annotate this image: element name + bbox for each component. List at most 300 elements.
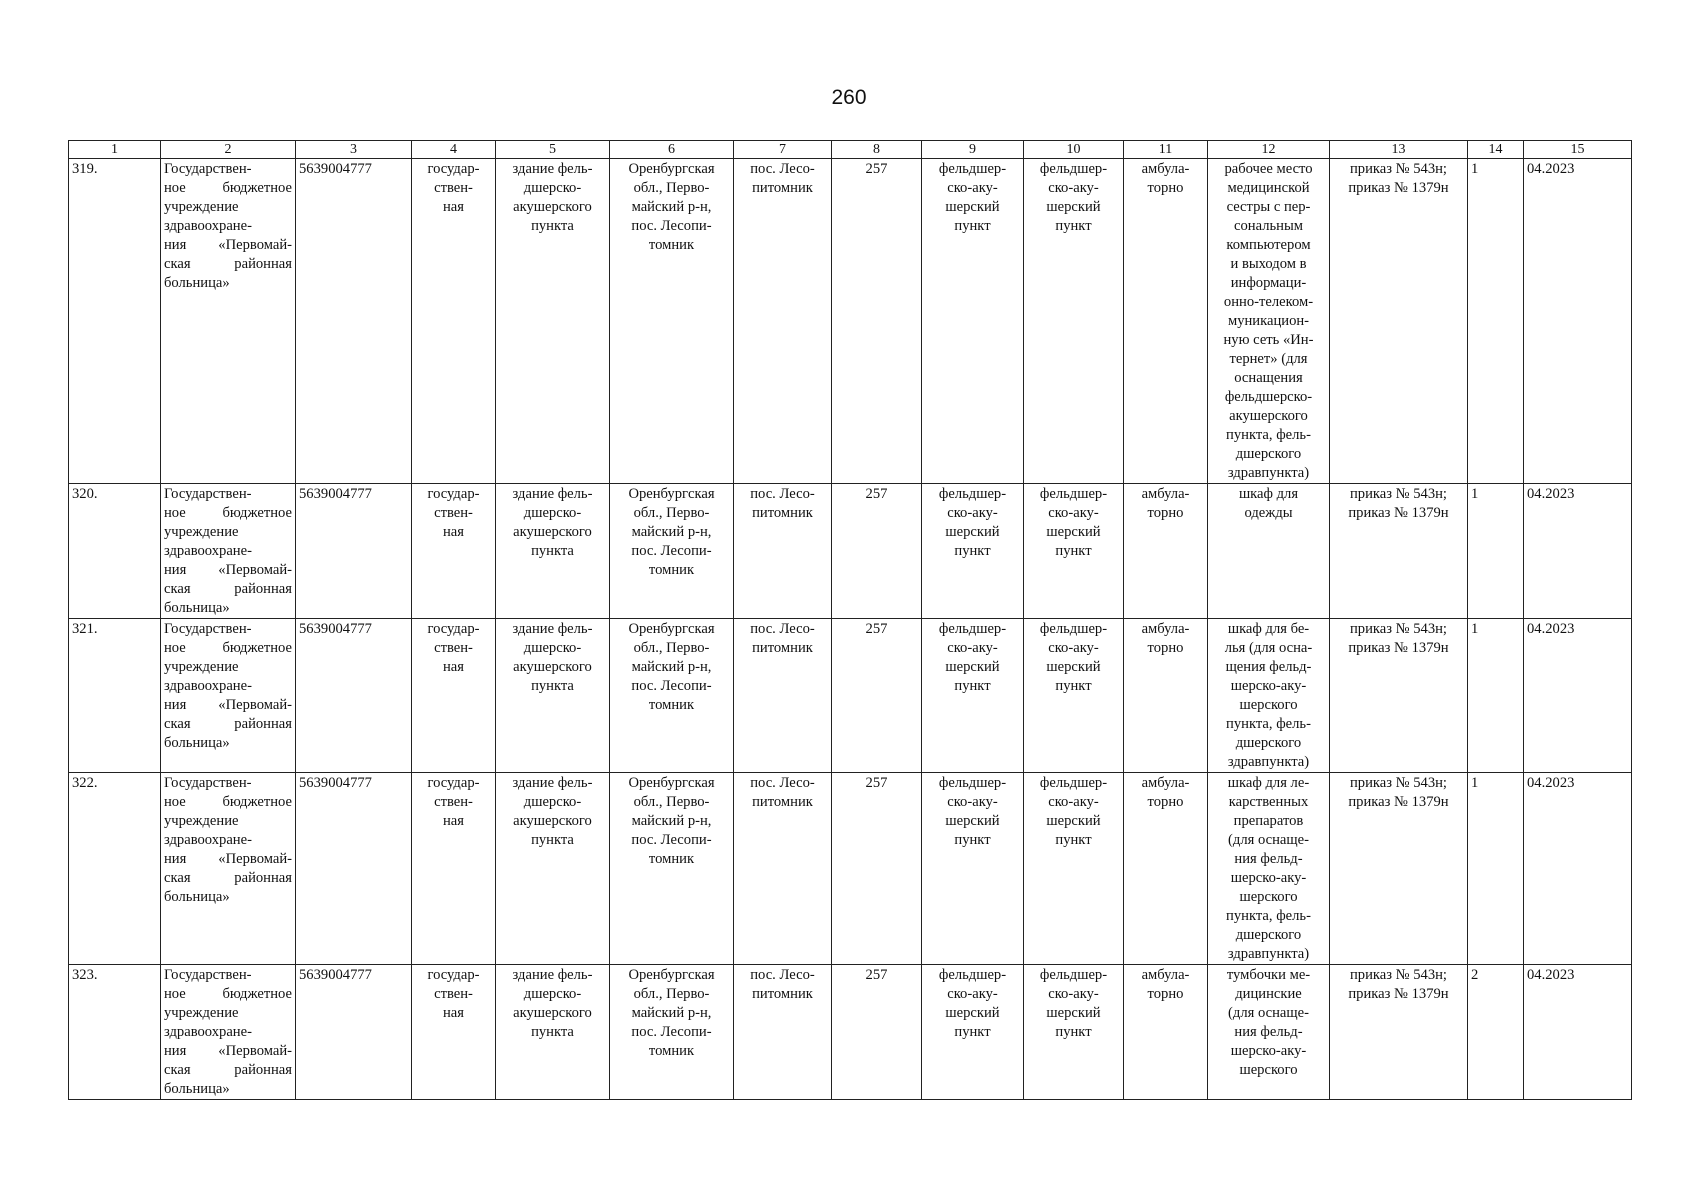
- address-cell: [610, 773, 734, 965]
- cell-line: больница»: [164, 275, 230, 291]
- inn-cell: 5639004777: [296, 619, 412, 773]
- cell-line: пункта: [531, 1024, 574, 1040]
- cell-line: (для оснаще-: [1228, 832, 1309, 848]
- cell-line: ско-аку-: [1048, 986, 1099, 1002]
- ownership-form-cell: [412, 773, 496, 965]
- cell-line: амбула-: [1141, 486, 1190, 502]
- cell-line: ную сеть «Ин-: [1223, 332, 1314, 348]
- column-number: 7: [734, 141, 832, 159]
- cell-line: томник: [648, 851, 695, 867]
- cell-line: приказ № 543н;: [1349, 967, 1447, 983]
- cell-line: Государствен-: [164, 621, 252, 637]
- cell-line: торно: [1147, 505, 1184, 521]
- cell-line: ско-аку-: [1048, 505, 1099, 521]
- cell-line: фельдшер-: [938, 967, 1007, 983]
- cell-line: здравпункта): [1227, 754, 1310, 770]
- order-cell: [1330, 159, 1468, 484]
- date-cell: 04.2023: [1524, 159, 1632, 484]
- cell-line: приказ № 1379н: [1348, 505, 1449, 521]
- cell-line: пос. Лесопи-: [631, 832, 712, 848]
- cell-line: Государствен-: [164, 161, 252, 177]
- date-cell: 04.2023: [1524, 619, 1632, 773]
- cell-line: ская районная: [164, 870, 292, 886]
- cell-line: приказ № 543н;: [1349, 775, 1447, 791]
- cell-line: томник: [648, 562, 695, 578]
- cell-line: майский р-н,: [631, 199, 712, 215]
- cell-line: ная: [443, 199, 464, 215]
- cell-line: приказ № 1379н: [1348, 180, 1449, 196]
- cell-line: ное бюджетное: [164, 986, 292, 1002]
- cell-line: здание фель-: [512, 161, 593, 177]
- cell-line: ско-аку-: [947, 986, 998, 1002]
- cell-line: шерский: [1046, 659, 1101, 675]
- cell-line: ская районная: [164, 581, 292, 597]
- cell-line: карственных: [1228, 794, 1309, 810]
- cell-line: сональным: [1234, 218, 1303, 234]
- cell-line: томник: [648, 1043, 695, 1059]
- cell-line: лья (для осна-: [1224, 640, 1313, 656]
- cell-line: государ-: [427, 486, 480, 502]
- column-number: 8: [832, 141, 922, 159]
- cell-line: шерский: [945, 659, 1000, 675]
- code-cell: 257: [832, 965, 922, 1100]
- cell-line: шерско-аку-: [1230, 1043, 1307, 1059]
- cell-line: ния «Первомай-: [164, 697, 292, 713]
- organization-name-cell: [161, 965, 296, 1100]
- cell-line: ско-аку-: [1048, 794, 1099, 810]
- cell-line: майский р-н,: [631, 1005, 712, 1021]
- cell-line: пункт: [954, 1024, 991, 1040]
- cell-line: пос. Лесо-: [750, 621, 815, 637]
- table-row: [69, 159, 1632, 484]
- cell-line: ско-аку-: [947, 794, 998, 810]
- cell-line: пункт: [1055, 1024, 1092, 1040]
- cell-line: ствен-: [434, 640, 473, 656]
- cell-line: пункта: [531, 543, 574, 559]
- cell-line: ско-аку-: [947, 505, 998, 521]
- cell-line: пункта, фель-: [1226, 908, 1311, 924]
- cell-line: дшерского: [1235, 446, 1302, 462]
- cell-line: фельдшер-: [938, 775, 1007, 791]
- care-conditions-cell: [1124, 619, 1208, 773]
- cell-line: ско-аку-: [947, 180, 998, 196]
- organization-name-cell: [161, 159, 296, 484]
- cell-line: шерский: [945, 199, 1000, 215]
- building-cell: [496, 965, 610, 1100]
- cell-line: ная: [443, 524, 464, 540]
- facility-type-cell: [922, 773, 1024, 965]
- quantity-cell: 1: [1468, 484, 1524, 619]
- column-number: 3: [296, 141, 412, 159]
- cell-line: шерский: [1046, 1005, 1101, 1021]
- cell-line: питомник: [752, 986, 813, 1002]
- cell-line: ная: [443, 813, 464, 829]
- cell-line: шерский: [1046, 199, 1101, 215]
- cell-line: шерского: [1239, 697, 1298, 713]
- cell-line: пункт: [954, 218, 991, 234]
- cell-line: амбула-: [1141, 967, 1190, 983]
- cell-line: ния «Первомай-: [164, 851, 292, 867]
- cell-line: фельдшер-: [938, 621, 1007, 637]
- inn-cell: 5639004777: [296, 773, 412, 965]
- cell-line: питомник: [752, 505, 813, 521]
- care-conditions-cell: [1124, 773, 1208, 965]
- cell-line: пункт: [954, 832, 991, 848]
- cell-line: ния фельд-: [1234, 851, 1303, 867]
- cell-line: здание фель-: [512, 967, 593, 983]
- cell-line: ско-аку-: [1048, 640, 1099, 656]
- cell-line: оснащения: [1234, 370, 1303, 386]
- equipment-cell: [1208, 159, 1330, 484]
- cell-line: фельдшер-: [1039, 621, 1108, 637]
- cell-line: пос. Лесо-: [750, 161, 815, 177]
- table-row: [69, 484, 1632, 619]
- cell-line: шерский: [1046, 813, 1101, 829]
- column-number-row: [69, 141, 1632, 159]
- cell-line: учреждение: [164, 813, 239, 829]
- ownership-form-cell: [412, 159, 496, 484]
- address-cell: [610, 619, 734, 773]
- building-cell: [496, 619, 610, 773]
- row-number-cell: 320.: [69, 484, 161, 619]
- cell-line: медицинской: [1227, 180, 1310, 196]
- cell-line: фельдшер-: [1039, 967, 1108, 983]
- cell-line: приказ № 543н;: [1349, 161, 1447, 177]
- address-cell: [610, 159, 734, 484]
- cell-line: майский р-н,: [631, 813, 712, 829]
- locality-cell: [734, 484, 832, 619]
- column-number: 6: [610, 141, 734, 159]
- cell-line: здравоохране-: [164, 218, 252, 234]
- cell-line: фельдшер-: [1039, 161, 1108, 177]
- facility-subtype-cell: [1024, 159, 1124, 484]
- table-row: [69, 619, 1632, 773]
- page-number: 260: [831, 86, 867, 109]
- cell-line: больница»: [164, 889, 230, 905]
- cell-line: пункт: [1055, 678, 1092, 694]
- cell-line: учреждение: [164, 524, 239, 540]
- cell-line: здание фель-: [512, 486, 593, 502]
- cell-line: ско-аку-: [947, 640, 998, 656]
- facility-type-cell: [922, 965, 1024, 1100]
- cell-line: ствен-: [434, 794, 473, 810]
- cell-line: дшерско-: [523, 505, 582, 521]
- cell-line: тумбочки ме-: [1226, 967, 1311, 983]
- cell-line: акушерского: [513, 1005, 592, 1021]
- date-cell: 04.2023: [1524, 965, 1632, 1100]
- cell-line: шерско-аку-: [1230, 678, 1307, 694]
- table-row: [69, 773, 1632, 965]
- cell-line: Оренбургская: [628, 775, 715, 791]
- cell-line: шерский: [945, 1005, 1000, 1021]
- cell-line: ско-аку-: [1048, 180, 1099, 196]
- cell-line: ная: [443, 659, 464, 675]
- order-cell: [1330, 619, 1468, 773]
- facility-type-cell: [922, 159, 1024, 484]
- care-conditions-cell: [1124, 965, 1208, 1100]
- cell-line: ния фельд-: [1234, 1024, 1303, 1040]
- ownership-form-cell: [412, 965, 496, 1100]
- cell-line: фельдшер-: [938, 161, 1007, 177]
- order-cell: [1330, 965, 1468, 1100]
- date-cell: 04.2023: [1524, 773, 1632, 965]
- cell-line: пункт: [954, 543, 991, 559]
- cell-line: фельдшер-: [1039, 486, 1108, 502]
- cell-line: майский р-н,: [631, 659, 712, 675]
- cell-line: ное бюджетное: [164, 794, 292, 810]
- cell-line: Оренбургская: [628, 967, 715, 983]
- cell-line: пос. Лесопи-: [631, 678, 712, 694]
- cell-line: и выходом в: [1230, 256, 1307, 272]
- row-number-cell: 323.: [69, 965, 161, 1100]
- cell-line: обл., Перво-: [633, 505, 710, 521]
- equipment-cell: [1208, 965, 1330, 1100]
- cell-line: здравоохране-: [164, 1024, 252, 1040]
- cell-line: пос. Лесопи-: [631, 543, 712, 559]
- quantity-cell: 1: [1468, 159, 1524, 484]
- cell-line: амбула-: [1141, 161, 1190, 177]
- cell-line: приказ № 1379н: [1348, 794, 1449, 810]
- cell-line: Оренбургская: [628, 621, 715, 637]
- cell-line: обл., Перво-: [633, 794, 710, 810]
- cell-line: (для оснаще-: [1228, 1005, 1309, 1021]
- organization-name-cell: [161, 484, 296, 619]
- ownership-form-cell: [412, 484, 496, 619]
- cell-line: акушерского: [513, 659, 592, 675]
- cell-line: компьютером: [1226, 237, 1311, 253]
- code-cell: 257: [832, 619, 922, 773]
- ownership-form-cell: [412, 619, 496, 773]
- order-cell: [1330, 484, 1468, 619]
- cell-line: шкаф для бе-: [1227, 621, 1310, 637]
- locality-cell: [734, 773, 832, 965]
- building-cell: [496, 484, 610, 619]
- cell-line: шкаф для: [1238, 486, 1299, 502]
- code-cell: 257: [832, 773, 922, 965]
- cell-line: обл., Перво-: [633, 986, 710, 1002]
- cell-line: ния «Первомай-: [164, 1043, 292, 1059]
- cell-line: пос. Лесо-: [750, 486, 815, 502]
- table-row: [69, 965, 1632, 1100]
- cell-line: шерско-аку-: [1230, 870, 1307, 886]
- cell-line: государ-: [427, 621, 480, 637]
- row-number-cell: 319.: [69, 159, 161, 484]
- inn-cell: 5639004777: [296, 159, 412, 484]
- cell-line: больница»: [164, 600, 230, 616]
- cell-line: приказ № 543н;: [1349, 486, 1447, 502]
- cell-line: тернет» (для: [1229, 351, 1308, 367]
- cell-line: Государствен-: [164, 486, 252, 502]
- cell-line: фельдшерско-: [1224, 389, 1313, 405]
- locality-cell: [734, 965, 832, 1100]
- column-number: 14: [1468, 141, 1524, 159]
- cell-line: амбула-: [1141, 775, 1190, 791]
- cell-line: государ-: [427, 775, 480, 791]
- equipment-cell: [1208, 484, 1330, 619]
- cell-line: фельдшер-: [938, 486, 1007, 502]
- cell-line: пос. Лесопи-: [631, 218, 712, 234]
- cell-line: пос. Лесо-: [750, 967, 815, 983]
- quantity-cell: 2: [1468, 965, 1524, 1100]
- cell-line: ное бюджетное: [164, 180, 292, 196]
- column-number: 1: [69, 141, 161, 159]
- cell-line: торно: [1147, 640, 1184, 656]
- column-number: 12: [1208, 141, 1330, 159]
- cell-line: дшерского: [1235, 927, 1302, 943]
- equipment-cell: [1208, 773, 1330, 965]
- organization-name-cell: [161, 619, 296, 773]
- facility-subtype-cell: [1024, 965, 1124, 1100]
- cell-line: учреждение: [164, 199, 239, 215]
- facility-subtype-cell: [1024, 773, 1124, 965]
- cell-line: шерский: [945, 813, 1000, 829]
- address-cell: [610, 484, 734, 619]
- cell-line: ствен-: [434, 505, 473, 521]
- cell-line: ская районная: [164, 716, 292, 732]
- cell-line: приказ № 1379н: [1348, 640, 1449, 656]
- cell-line: ное бюджетное: [164, 640, 292, 656]
- cell-line: приказ № 543н;: [1349, 621, 1447, 637]
- cell-line: питомник: [752, 640, 813, 656]
- cell-line: пункт: [1055, 218, 1092, 234]
- building-cell: [496, 773, 610, 965]
- date-cell: 04.2023: [1524, 484, 1632, 619]
- cell-line: питомник: [752, 794, 813, 810]
- row-number-cell: 321.: [69, 619, 161, 773]
- column-number: 10: [1024, 141, 1124, 159]
- column-number: 5: [496, 141, 610, 159]
- cell-line: здравпункта): [1227, 946, 1310, 962]
- cell-line: питомник: [752, 180, 813, 196]
- cell-line: шкаф для ле-: [1227, 775, 1310, 791]
- facility-subtype-cell: [1024, 484, 1124, 619]
- cell-line: акушерского: [513, 524, 592, 540]
- cell-line: щения фельд-: [1225, 659, 1312, 675]
- inn-cell: 5639004777: [296, 965, 412, 1100]
- cell-line: Оренбургская: [628, 486, 715, 502]
- cell-line: онно-телеком-: [1223, 294, 1314, 310]
- care-conditions-cell: [1124, 159, 1208, 484]
- cell-line: пункта: [531, 832, 574, 848]
- cell-line: шерский: [1046, 524, 1101, 540]
- cell-line: здравоохране-: [164, 678, 252, 694]
- cell-line: пос. Лесо-: [750, 775, 815, 791]
- cell-line: здание фель-: [512, 775, 593, 791]
- building-cell: [496, 159, 610, 484]
- facility-subtype-cell: [1024, 619, 1124, 773]
- equipment-registry-table: [68, 140, 1632, 1100]
- address-cell: [610, 965, 734, 1100]
- cell-line: акушерского: [1229, 408, 1308, 424]
- order-cell: [1330, 773, 1468, 965]
- cell-line: обл., Перво-: [633, 180, 710, 196]
- cell-line: здравоохране-: [164, 543, 252, 559]
- cell-line: дшерско-: [523, 986, 582, 1002]
- row-number-cell: 322.: [69, 773, 161, 965]
- quantity-cell: 1: [1468, 619, 1524, 773]
- cell-line: ная: [443, 1005, 464, 1021]
- cell-line: амбула-: [1141, 621, 1190, 637]
- cell-line: торно: [1147, 986, 1184, 1002]
- cell-line: учреждение: [164, 659, 239, 675]
- facility-type-cell: [922, 619, 1024, 773]
- cell-line: пункт: [954, 678, 991, 694]
- cell-line: Государствен-: [164, 775, 252, 791]
- cell-line: пос. Лесопи-: [631, 1024, 712, 1040]
- inn-cell: 5639004777: [296, 484, 412, 619]
- cell-line: майский р-н,: [631, 524, 712, 540]
- cell-line: государ-: [427, 967, 480, 983]
- cell-line: дшерского: [1235, 735, 1302, 751]
- cell-line: здравоохране-: [164, 832, 252, 848]
- cell-line: больница»: [164, 1081, 230, 1097]
- cell-line: пункта: [531, 678, 574, 694]
- facility-type-cell: [922, 484, 1024, 619]
- cell-line: ния «Первомай-: [164, 562, 292, 578]
- column-number: 9: [922, 141, 1024, 159]
- cell-line: ствен-: [434, 180, 473, 196]
- cell-line: шерского: [1239, 889, 1298, 905]
- cell-line: ствен-: [434, 986, 473, 1002]
- cell-line: дшерско-: [523, 794, 582, 810]
- care-conditions-cell: [1124, 484, 1208, 619]
- column-number: 11: [1124, 141, 1208, 159]
- cell-line: обл., Перво-: [633, 640, 710, 656]
- cell-line: пункта: [531, 218, 574, 234]
- cell-line: муникацион-: [1227, 313, 1310, 329]
- locality-cell: [734, 159, 832, 484]
- cell-line: учреждение: [164, 1005, 239, 1021]
- cell-line: торно: [1147, 180, 1184, 196]
- cell-line: государ-: [427, 161, 480, 177]
- cell-line: томник: [648, 237, 695, 253]
- cell-line: Оренбургская: [628, 161, 715, 177]
- cell-line: здравпункта): [1227, 465, 1310, 481]
- cell-line: ния «Первомай-: [164, 237, 292, 253]
- cell-line: пункт: [1055, 543, 1092, 559]
- cell-line: пункта, фель-: [1226, 716, 1311, 732]
- cell-line: препаратов: [1233, 813, 1304, 829]
- cell-line: сестры с пер-: [1226, 199, 1311, 215]
- column-number: 2: [161, 141, 296, 159]
- cell-line: шерского: [1239, 1062, 1298, 1078]
- code-cell: 257: [832, 159, 922, 484]
- cell-line: акушерского: [513, 199, 592, 215]
- cell-line: дшерско-: [523, 180, 582, 196]
- cell-line: Государствен-: [164, 967, 252, 983]
- cell-line: ская районная: [164, 1062, 292, 1078]
- cell-line: больница»: [164, 735, 230, 751]
- cell-line: пункт: [1055, 832, 1092, 848]
- cell-line: томник: [648, 697, 695, 713]
- cell-line: ное бюджетное: [164, 505, 292, 521]
- column-number: 13: [1330, 141, 1468, 159]
- equipment-cell: [1208, 619, 1330, 773]
- locality-cell: [734, 619, 832, 773]
- cell-line: пункта, фель-: [1226, 427, 1311, 443]
- code-cell: 257: [832, 484, 922, 619]
- cell-line: акушерского: [513, 813, 592, 829]
- column-number: 4: [412, 141, 496, 159]
- cell-line: дшерско-: [523, 640, 582, 656]
- organization-name-cell: [161, 773, 296, 965]
- column-number: 15: [1524, 141, 1632, 159]
- cell-line: фельдшер-: [1039, 775, 1108, 791]
- cell-line: приказ № 1379н: [1348, 986, 1449, 1002]
- cell-line: шерский: [945, 524, 1000, 540]
- cell-line: информаци-: [1230, 275, 1307, 291]
- cell-line: дицинские: [1235, 986, 1302, 1002]
